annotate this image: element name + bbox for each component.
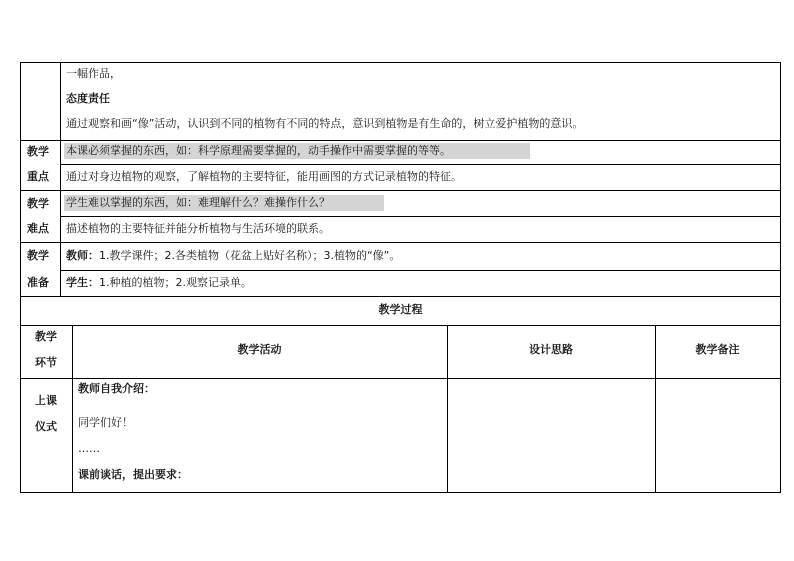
student-prefix: 学生：	[66, 276, 99, 289]
header-design: 设计思路	[529, 343, 573, 356]
key-points-hint: 本课必须掌握的东西，如：科学原理需要掌握的，动手操作中需要掌握的等等。	[66, 144, 451, 157]
teacher-materials	[66, 249, 400, 263]
teacher-prefix: 教师：	[66, 249, 99, 262]
row1-stage-2: 仪式	[35, 420, 57, 433]
teacher-text: 1.教学课件；2.各类植物（花盆上贴好名称）；3.植物的“像”。	[99, 249, 401, 262]
row1-line-2: 同学们好！	[78, 416, 133, 429]
key-points-content: 通过对身边植物的观察，了解植物的主要特征，能用画图的方式记录植物的特征。	[66, 170, 462, 183]
student-text: 1.种植的植物；2.观察记录单。	[99, 276, 252, 289]
process-title: 教学过程	[378, 303, 423, 316]
key-points-label-2: 重点	[27, 170, 49, 183]
difficulties-content: 描述植物的主要特征并能分析植物与生活环境的联系。	[66, 222, 330, 235]
continuation-text: 一幅作品，	[66, 67, 121, 80]
row1-line-1: 教师自我介绍：	[78, 382, 155, 395]
difficulties-label-1: 教学	[27, 197, 49, 210]
attitude-text: 通过观察和画“像”活动，认识到不同的植物有不同的特点，意识到植物是有生命的，树立爱护植物的意识。	[66, 117, 584, 130]
header-notes: 教学备注	[695, 343, 740, 356]
preparation-label-2: 准备	[27, 276, 49, 289]
attitude-heading: 态度责任	[66, 92, 110, 105]
row1-stage-1: 上课	[35, 394, 57, 407]
header-activity: 教学活动	[237, 343, 282, 356]
student-materials	[66, 276, 252, 290]
key-points-label-1: 教学	[27, 145, 49, 158]
row1-line-3: ……	[78, 442, 100, 455]
header-stage-2: 环节	[35, 356, 57, 369]
preparation-label-1: 教学	[27, 249, 49, 262]
difficulties-label-2: 难点	[27, 222, 49, 235]
row1-line-4: 课前谈话，提出要求：	[78, 468, 188, 481]
header-stage-1: 教学	[35, 330, 57, 343]
difficulties-hint: 学生难以掌握的东西，如：难理解什么？难操作什么？	[66, 196, 330, 209]
